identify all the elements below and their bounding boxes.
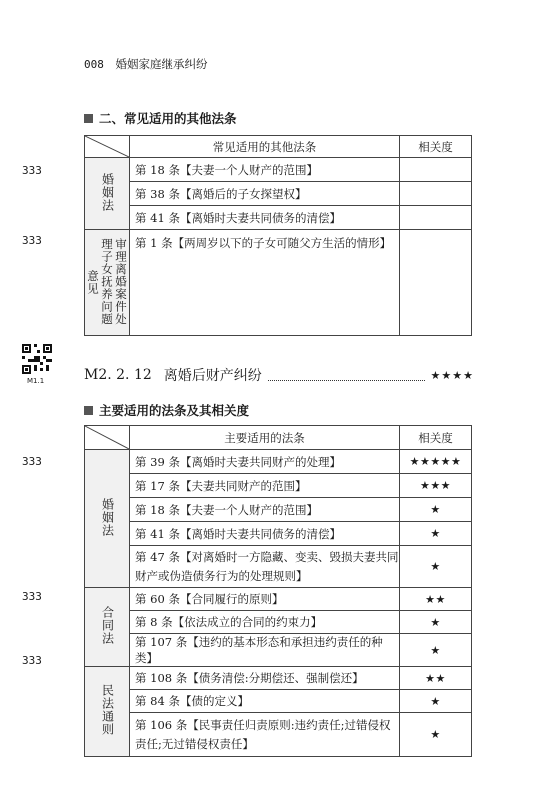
table-row [85, 546, 472, 588]
case-title: 离婚后财产纠纷 [163, 368, 262, 384]
table-row [85, 498, 472, 522]
table-row [85, 182, 472, 206]
law-article: 第 17 条【夫妻共同财产的范围】 [130, 474, 400, 498]
table-row [85, 522, 472, 546]
group-label: 婚姻法 [85, 450, 130, 588]
square-bullet-icon [84, 114, 93, 123]
table-row [85, 158, 472, 182]
margin-note: 333 [22, 234, 42, 247]
qr-label: M1.1 [27, 377, 45, 385]
relevance-stars: ★ [400, 546, 472, 588]
relevance-stars: ★ [400, 611, 472, 634]
law-article: 第 60 条【合同履行的原则】 [130, 588, 400, 611]
qr-code-icon[interactable] [22, 344, 52, 374]
law-article: 第 106 条【民事责任归责原则:违约责任;过错侵权责任;无过错侵权责任】 [130, 713, 400, 757]
diagonal-header-cell [85, 136, 130, 158]
case-heading [84, 365, 474, 385]
margin-note: 333 [22, 654, 42, 667]
law-article: 第 107 条【违约的基本形态和承担违约责任的种类】 [130, 634, 400, 667]
section1-title: 二、常见适用的其他法条 [84, 109, 237, 127]
relevance-stars [400, 158, 472, 182]
relevance-stars: ★ [400, 522, 472, 546]
header-title: 婚姻家庭继承纠纷 [115, 57, 208, 71]
law-article: 第 84 条【债的定义】 [130, 690, 400, 713]
relevance-stars [400, 230, 472, 336]
table-row [85, 206, 472, 230]
table-row [85, 588, 472, 611]
margin-note: 333 [22, 164, 42, 177]
group-label: 婚姻法 [85, 158, 130, 230]
law-article: 第 41 条【离婚时夫妻共同债务的清偿】 [130, 206, 400, 230]
law-article: 第 18 条【夫妻一个人财产的范围】 [130, 158, 400, 182]
header-relevance: 相关度 [400, 426, 472, 450]
page-header [84, 56, 208, 72]
relevance-stars [400, 182, 472, 206]
diagonal-header-cell [85, 426, 130, 450]
relevance-stars: ★ [400, 634, 472, 667]
square-bullet-icon [84, 406, 93, 415]
law-article: 第 18 条【夫妻一个人财产的范围】 [130, 498, 400, 522]
case-code: M2. 2. 12 [84, 367, 152, 383]
section2-title: 主要适用的法条及其相关度 [84, 401, 249, 419]
margin-note: 333 [22, 455, 42, 468]
section2-table [84, 425, 472, 757]
case-stars: ★★★★ [430, 368, 474, 382]
relevance-stars: ★ [400, 690, 472, 713]
relevance-stars: ★ [400, 498, 472, 522]
relevance-stars: ★★★★★ [400, 450, 472, 474]
relevance-stars: ★★ [400, 667, 472, 690]
table-row [85, 611, 472, 634]
law-article: 第 39 条【离婚时夫妻共同财产的处理】 [130, 450, 400, 474]
law-article: 第 41 条【离婚时夫妻共同债务的清偿】 [130, 522, 400, 546]
group-label: 审理离婚案件处理子女抚养问题意见 [85, 230, 130, 336]
table-row [85, 634, 472, 667]
table-row [85, 230, 472, 336]
table-header-row [85, 426, 472, 450]
margin-note: 333 [22, 590, 42, 603]
relevance-stars: ★★ [400, 588, 472, 611]
table-row [85, 667, 472, 690]
table-row [85, 713, 472, 757]
law-article: 第 38 条【离婚后的子女探望权】 [130, 182, 400, 206]
law-article: 第 8 条【依法成立的合同的约束力】 [130, 611, 400, 634]
table-row [85, 474, 472, 498]
header-law: 常见适用的其他法条 [130, 136, 400, 158]
group-label: 合同法 [85, 588, 130, 667]
table-header-row [85, 136, 472, 158]
group-label: 民法通则 [85, 667, 130, 757]
law-article: 第 1 条【两周岁以下的子女可随父方生活的情形】 [130, 230, 400, 336]
relevance-stars: ★ [400, 713, 472, 757]
page-number: 008 [84, 58, 104, 71]
header-relevance: 相关度 [400, 136, 472, 158]
section1-table [84, 135, 472, 336]
table-row [85, 690, 472, 713]
leader-dots [268, 370, 425, 381]
relevance-stars: ★★★ [400, 474, 472, 498]
table-row [85, 450, 472, 474]
header-law: 主要适用的法条 [130, 426, 400, 450]
relevance-stars [400, 206, 472, 230]
law-article: 第 108 条【债务清偿:分期偿还、强制偿还】 [130, 667, 400, 690]
law-article: 第 47 条【对离婚时一方隐藏、变卖、毁损夫妻共同财产或伪造债务行为的处理规则】 [130, 546, 400, 588]
